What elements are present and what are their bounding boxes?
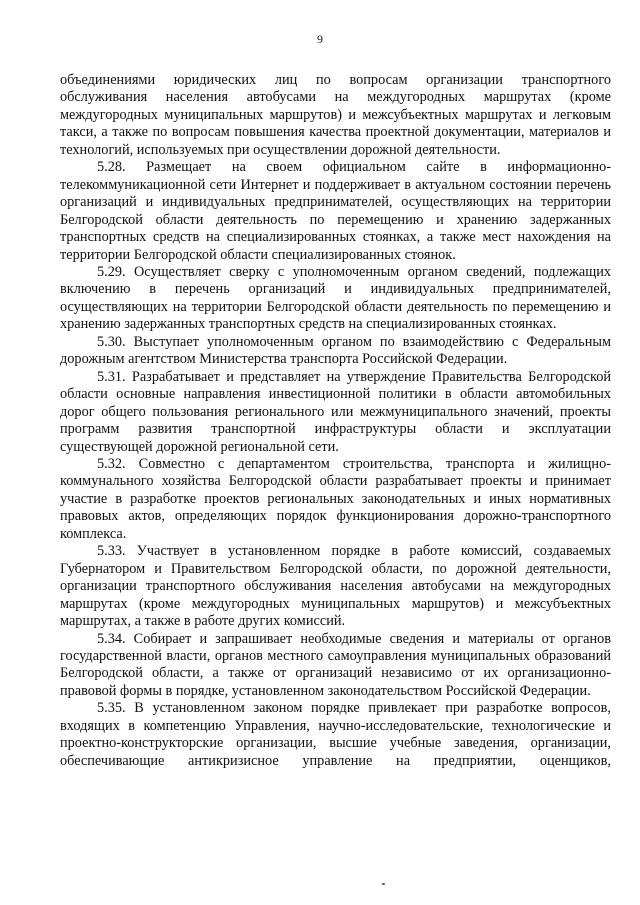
paragraph-5-31: 5.31. Разрабатывает и представляет на утверждение Правительства Белгородской области основные направления инвестиционной политики в области автомобильных дорог общего пользования регионального или межмуниципального значений, проекты программ развития транспортной инфраструктуры области и эксплуатации существующей дорожной региональной сети.: [60, 368, 611, 455]
paragraph-5-35: 5.35. В установленном законом порядке привлекает при разработке вопросов, входящих в компетенцию Управления, научно-исследовательские, технологические и проектно-конструкторские организации, высшие учебные заведения, организации, обеспечивающие антикризисное управление на предприятии, оценщиков,: [60, 700, 611, 769]
paragraph-5-29: 5.29. Осуществляет сверку с уполномоченным органом сведений, подлежащих включению в перечень организаций и индивидуальных предпринимателей, осуществляющих на территории Белгородской области деятельность по перемещению и хранению задержанных транспортных средств на специализированных стоянках.: [60, 263, 611, 333]
document-body: [60, 72, 611, 770]
paragraph-5-32: 5.32. Совместно с департаментом строительства, транспорта и жилищно-коммунального хозяйства Белгородской области разрабатывает проекты и принимает участие в разработке проектов региональных законодательных и иных нормативных правовых актов, определяющих порядок функционирования дорожно-транспортного комплекса.: [60, 455, 611, 542]
paragraph-5-34: 5.34. Собирает и запрашивает необходимые сведения и материалы от органов государственной власти, органов местного самоуправления муниципальных образований Белгородской области, а также от организаций независимо от их организационно-правовой формы в порядке, установленном законодательством Российской Федерации.: [60, 630, 611, 699]
page-number: 9: [317, 32, 323, 46]
paragraph-5-33: 5.33. Участвует в установленном порядке в работе комиссий, создаваемых Губернатором и Правительством Белгородской области, по дорожной деятельности, организации транспортного обслуживания населения автобусами на междугородных маршрутах (кроме междугородных муниципальных маршрутов) и межсубъектных маршрутах, а также в работе других комиссий.: [60, 543, 611, 630]
paragraph-5-28: 5.28. Размещает на своем официальном сайте в информационно-телекоммуникационной сети Интернет и поддерживает в актуальном состоянии перечень организаций и индивидуальных предпринимателей, осуществляющих на территории Белгородской области деятельность по перемещению и хранению задержанных транспортных средств на специализированных стоянках, а также мест нахождения на территории Белгородской области специализированных стоянок.: [60, 159, 611, 263]
paragraph-continuation: объединениями юридических лиц по вопросам организации транспортного обслуживания населения автобусами на междугородных маршрутах (кроме междугородных муниципальных маршрутов) и межсубъектных маршрутах и легковым такси, а также по вопросам повышения качества проектной документации, материалов и технологий, используемых при осуществлении дорожной деятельности.: [60, 72, 611, 158]
scan-speck: [382, 883, 385, 885]
paragraph-5-30: 5.30. Выступает уполномоченным органом по взаимодействию с Федеральным дорожным агентством Министерства транспорта Российской Федерации.: [60, 333, 611, 368]
